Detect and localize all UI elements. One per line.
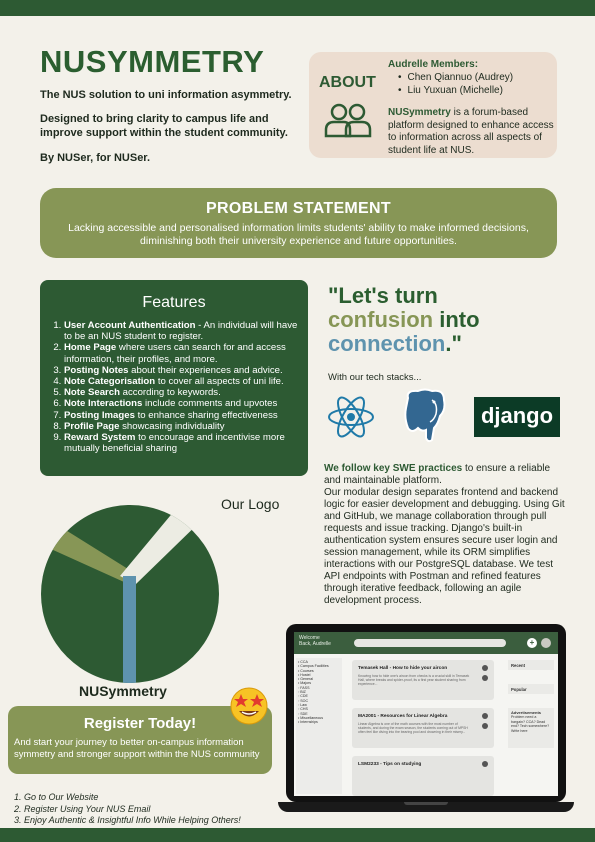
quote-confusion: confusion	[328, 307, 434, 332]
post-title: LSM2233 - Tips on studying	[358, 762, 422, 767]
feature-name: Note Categorisation	[64, 376, 156, 388]
feature-name: User Account Authentication	[64, 320, 196, 331]
star-struck-emoji	[228, 684, 270, 726]
feature-desc: to cover all aspects of uni life.	[155, 376, 284, 388]
register-text: And start your journey to better on-campus information symmetry and stronger support within the NUS community	[14, 737, 260, 760]
laptop-mockup	[286, 624, 566, 820]
about-description	[388, 107, 556, 157]
sidebar-item[interactable]: ◦ SDE	[298, 711, 308, 716]
members-heading: Audrelle Members:	[388, 59, 479, 70]
about-description-text: is a forum-based platform designed to enhance access to information across all aspects of student life at NUS.	[388, 107, 554, 156]
step-item: 3. Enjoy Authentic & Insightful Info While Helping Others!	[14, 815, 241, 825]
react-icon	[326, 394, 376, 440]
feature-item	[64, 376, 298, 387]
bottom-bar	[0, 828, 595, 842]
byline: By NUSer, for NUSer.	[40, 152, 151, 164]
post-body: Knowing how to hide one's aircon from checks is a crucial skill in Temasek Hall, where breaks and spider-proof, its a first year student sharing from experience...	[358, 674, 470, 687]
nusymmetry-logo	[40, 504, 220, 684]
swe-practices-text	[324, 463, 566, 607]
about-label: ABOUT	[319, 74, 376, 91]
feature-desc: showcasing individuality	[119, 420, 225, 432]
feature-name: Reward System	[64, 432, 136, 444]
feature-desc: according to keywords.	[119, 387, 221, 399]
like-icon[interactable]	[482, 713, 488, 719]
feature-item	[64, 432, 298, 454]
feature-item	[64, 342, 298, 364]
feature-desc: - An individual will have to be an NUS student to register.	[64, 320, 298, 343]
sidebar-item[interactable]: • Miscellaneous	[298, 715, 324, 720]
app-brand: Welcome Back, Audrelle	[299, 635, 331, 647]
logo-name: NUSymmetry	[79, 683, 167, 699]
recent-tab[interactable]: Recent	[508, 660, 554, 670]
django-logo: django	[474, 397, 560, 437]
app-sidebar-list	[298, 660, 329, 724]
avatar[interactable]	[541, 638, 551, 648]
sidebar-item[interactable]: ◦ FASS	[298, 685, 310, 690]
step-item: 2. Register Using Your NUS Email	[14, 803, 151, 814]
feature-name: Note Interactions	[64, 398, 143, 410]
members-list	[398, 71, 513, 97]
sidebar-item[interactable]: • Majors	[298, 681, 312, 686]
people-icon	[324, 102, 372, 138]
problem-text: Lacking accessible and personalised information limits students' ability to make informed decisions, diminishing both their university experience and future opportunities.	[68, 222, 529, 247]
features-panel	[40, 280, 308, 476]
sidebar-item[interactable]: • Hostel	[298, 672, 311, 677]
post-card[interactable]	[352, 660, 494, 700]
post-title: MA2001 - Resources for Linear Algebra	[358, 714, 448, 719]
tech-stack-label: With our tech stacks...	[328, 372, 422, 383]
sidebar-item[interactable]: ◦ CHS	[298, 707, 308, 712]
postgresql-elephant-icon	[398, 388, 452, 444]
member-item: • Chen Qiannuo (Audrey)	[398, 71, 513, 84]
feature-desc: about their experiences and advice.	[128, 364, 283, 376]
tagline: The NUS solution to uni information asymmetry.	[40, 89, 292, 101]
ads-body: Problem need a bargain? CCA? Dead end? Tech somewhere? Write here	[511, 715, 550, 733]
feature-item	[64, 398, 298, 409]
post-body: Linear Algebra is one of the math courses with the most number of students, and during the exam season, the students coming out of MPSH often feel like diving into the bearing pool and drowning in their misery...	[358, 722, 468, 735]
problem-heading: PROBLEM STATEMENT	[206, 200, 391, 217]
feature-item	[64, 410, 298, 421]
app-search-input[interactable]	[354, 639, 506, 647]
feature-name: Profile Page	[64, 420, 120, 432]
features-heading: Features	[142, 294, 206, 311]
swe-body: Our modular design separates frontend and backend logic for easier development and debugging. Using Git and GitHub, we manage collaboration through pull requests and issue tracking. Django's built-in authentication system ensures secure user login and session management, while its ORM simplifies interactions with our PostgreSQL database. We test API endpoints with Postman and refined features through iterative feedback, following an agile development process.	[324, 487, 565, 606]
quote-connection: connection	[328, 331, 446, 356]
comment-icon[interactable]	[482, 723, 488, 729]
page-title: NUSYMMETRY	[40, 44, 265, 79]
quote-part: into	[433, 307, 480, 332]
post-card[interactable]	[352, 756, 494, 796]
feature-item	[64, 320, 298, 342]
app-screen	[294, 632, 558, 796]
feature-name: Home Page	[64, 342, 117, 354]
like-icon[interactable]	[482, 665, 488, 671]
logo-label: Our Logo	[221, 496, 280, 512]
sidebar-item[interactable]: • Courses	[298, 668, 314, 673]
feature-desc: include comments and upvotes	[142, 398, 278, 410]
mission-statement: Designed to bring clarity to campus life and improve support within the student community.	[40, 113, 288, 139]
post-title: Temasek Hall - How to hide your aircon	[358, 666, 448, 671]
swe-heading: We follow key SWE practices	[324, 463, 463, 474]
sidebar-item[interactable]: • Internships	[298, 720, 318, 725]
like-icon[interactable]	[482, 761, 488, 767]
laptop-notch	[404, 802, 448, 805]
swe-intro: to ensure a reliable and maintainable platform.	[324, 463, 551, 486]
sidebar-item[interactable]: ◦ SOC	[298, 698, 309, 703]
register-steps	[14, 792, 241, 827]
features-list	[64, 320, 298, 454]
sidebar-item[interactable]: ◦ BIZ	[298, 690, 306, 695]
sidebar-item[interactable]: • Campus Facilities	[298, 664, 329, 669]
app-header	[294, 632, 558, 654]
quote-part: "Let's turn	[328, 283, 438, 308]
quote-part: ."	[445, 331, 462, 356]
sidebar-item[interactable]: • General	[298, 677, 314, 682]
sidebar-item[interactable]: ◦ Law	[298, 702, 307, 707]
feature-desc: to encourage and incentivise more mutually beneficial sharing	[64, 432, 285, 455]
step-item: 1. Go to Our Website	[14, 792, 99, 802]
feature-desc: where users can search for and access information, their profiles, and more.	[64, 342, 286, 365]
ads-heading: Advertisements	[511, 710, 542, 715]
problem-statement	[40, 188, 557, 258]
advertisements-panel	[508, 708, 554, 748]
feature-name: Posting Images	[64, 409, 135, 421]
feature-item	[64, 365, 298, 376]
feature-name: Note Search	[64, 387, 120, 399]
register-heading: Register Today!	[83, 715, 197, 732]
post-card[interactable]	[352, 708, 494, 748]
feature-item	[64, 421, 298, 432]
sidebar-item[interactable]: • CCA	[298, 660, 308, 664]
popular-tab[interactable]: Popular	[508, 684, 554, 694]
member-item: • Liu Yuxuan (Michelle)	[398, 84, 513, 97]
top-bar	[0, 0, 595, 16]
feature-item	[64, 387, 298, 398]
brand-name: NUSymmetry	[388, 107, 451, 118]
slogan-quote	[328, 284, 568, 356]
plus-icon[interactable]: +	[527, 638, 537, 648]
comment-icon[interactable]	[482, 675, 488, 681]
feature-name: Posting Notes	[64, 364, 129, 376]
sidebar-item[interactable]: ◦ CDE	[298, 694, 308, 699]
feature-desc: to enhance sharing effectiveness	[134, 409, 278, 421]
